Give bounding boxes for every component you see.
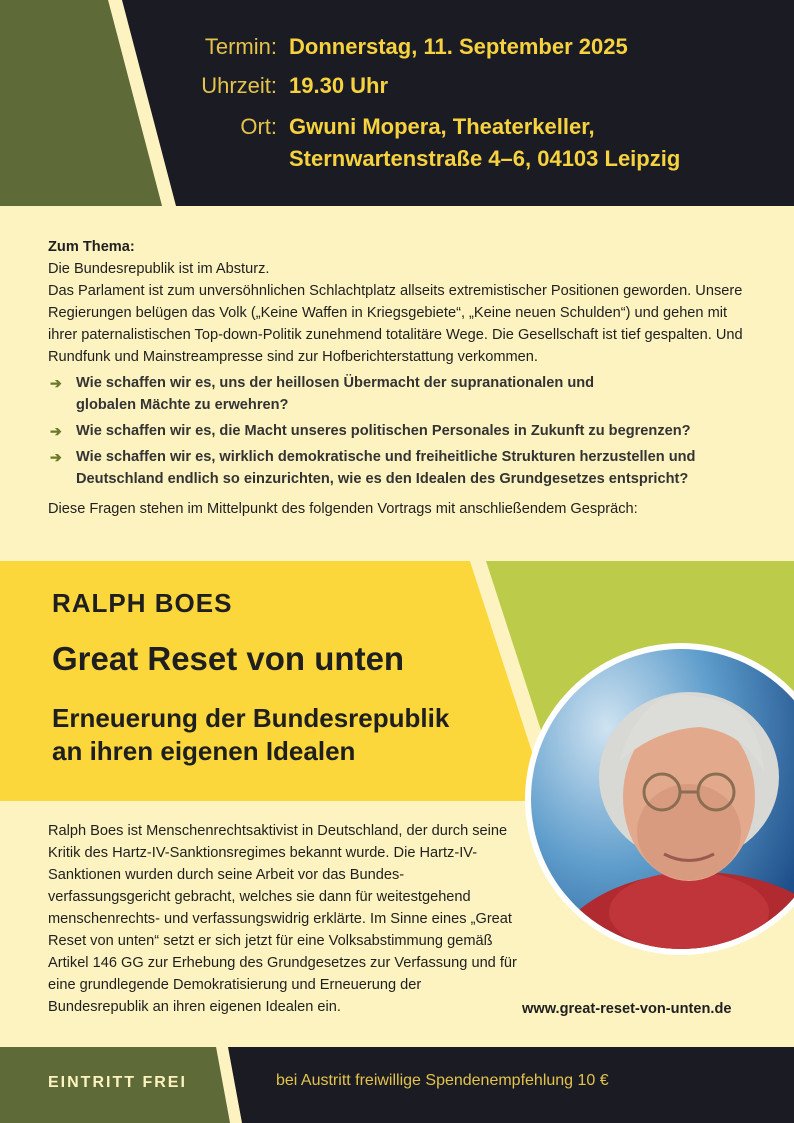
ort-value-line1: Gwuni Mopera, Theaterkeller, — [289, 114, 595, 139]
theme-line1: Die Bundesrepublik ist im Absturz. — [48, 261, 270, 277]
header — [0, 0, 794, 206]
donation-text: bei Austritt freiwillige Spendenempfehlung 10 € — [276, 1072, 609, 1089]
talk-title: Great Reset von unten — [52, 640, 405, 677]
speaker-photo — [524, 622, 794, 976]
talk-subtitle-line2: an ihren eigenen Idealen — [52, 736, 356, 766]
uhrzeit-value: 19.30 Uhr — [289, 73, 389, 98]
arrow-right-icon: ➔ — [50, 423, 62, 439]
uhrzeit-label: Uhrzeit: — [201, 73, 277, 98]
question-item — [48, 420, 748, 442]
theme-closing: Diese Fragen stehen im Mittelpunkt des folgenden Vortrags mit anschließendem Gespräch: — [48, 501, 638, 517]
theme-paragraph: Das Parlament ist zum unversöhnlichen Schlachtplatz allseits extremistischer Positionen geworden. Unsere Regierungen belügen das Volk („Keine Waffen in Kriegsgebiete“, „Keine neuen Schulden“) und gehen mit ihrer paternalistischen Top-down-Politik zunehmend totalitäre Wege. Die Gesellschaft ist tief gespalten. Und Rundfunk und Mainstreampresse sind zur Hofberichterstattung verkommen. — [48, 283, 743, 365]
termin-label: Termin: — [204, 34, 277, 59]
website-link[interactable]: www.great-reset-von-unten.de — [522, 1001, 732, 1017]
question-item — [48, 372, 748, 416]
theme-heading: Zum Thema: — [48, 239, 135, 255]
arrow-right-icon: ➔ — [50, 449, 62, 465]
ort-label: Ort: — [240, 114, 277, 139]
termin-value: Donnerstag, 11. September 2025 — [289, 34, 628, 59]
question-text: Wie schaffen wir es, uns der heillosen Übermacht der supranationalen und globalen Mächte zu erwehren? — [76, 375, 595, 413]
question-item — [48, 446, 748, 490]
speaker-bio: Ralph Boes ist Menschenrechtsaktivist in Deutschland, der durch seine Kritik des Hartz-IV-Sanktionsregimes bekannt wurde. Die Hartz-IV-Sanktionen wurden durch seine Arbeit vor das Bundes-verfassungsgericht gebracht, welches sie dann für weitestgehend menschenrechts- und verfassungswidrig erklärte. Im Sinne eines „Great Reset von unten“ setzt er sich jetzt für eine Volksabstimmung gemäß Artikel 146 GG zur Erhebung des Grundgesetzes zur Verfassung und für eine grundlegende Demokratisierung und Erneuerung der Bundesrepublik an ihren eigenen Idealen ein. — [48, 823, 517, 1015]
question-text: Wie schaffen wir es, die Macht unseres politischen Personales in Zukunft zu begrenzen? — [76, 423, 691, 439]
arrow-right-icon: ➔ — [50, 375, 62, 391]
header-decor — [0, 0, 794, 206]
talk-subtitle-line1: Erneuerung der Bundesrepublik — [52, 703, 450, 733]
speaker-name: RALPH BOES — [52, 588, 233, 618]
theme-section — [48, 236, 748, 520]
entry-free: EINTRITT FREI — [48, 1074, 187, 1091]
question-text: Wie schaffen wir es, wirklich demokratische und freiheitliche Strukturen herzustellen und Deutschland endlich so einzurichten, wie es den Idealen des Grundgesetzes entspricht? — [76, 449, 696, 487]
ort-value-line2: Sternwartenstraße 4–6, 04103 Leipzig — [289, 146, 681, 171]
talk-subtitle — [52, 702, 522, 768]
